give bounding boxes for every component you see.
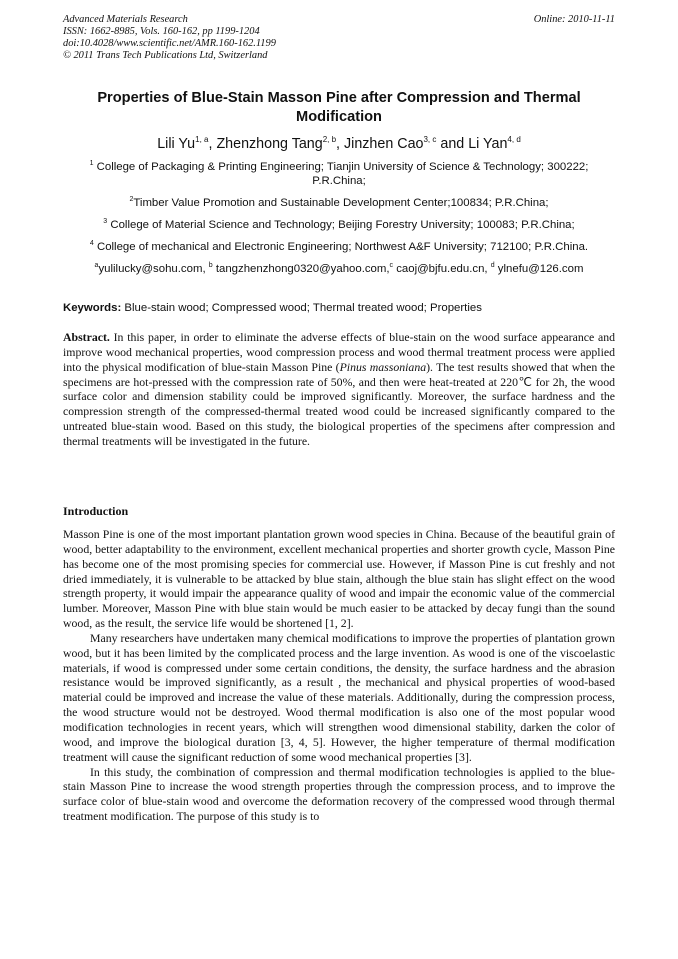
introduction-body	[63, 527, 615, 824]
email-list	[63, 259, 615, 276]
section-heading: Introduction	[63, 504, 129, 518]
email-mark: d	[490, 261, 495, 269]
affiliation-number: 4	[89, 239, 94, 247]
affiliation-number: 3	[103, 218, 108, 226]
author-affil-mark: 3, c	[423, 135, 437, 144]
author-separator: ,	[336, 135, 344, 152]
intro-paragraph-3: In this study, the combination of compression and thermal modification technologies is applied to the blue-stain Masson Pine to increase the wood strength properties through the compression process, and to improve the surface color of blue-stain wood and overcome the deformation recovery of the compressed wood through thermal treatment modification. The purpose of this study is to	[63, 764, 615, 824]
abstract-text-cont: ). The test results showed that when the specimens are hot-pressed with the compression rate of 50%, and then were heat-treated at 220℃ for 2h, the wood surface color and dimension stability could be improved significantly. Moreover, the surface hardness and the compression strength of the compressed-thermal treated wood could be increased significantly compared to the untreated blue-stain wood. Based on this study, the biological properties of the specimens after compression and thermal treatments will be investigated in the future.	[63, 359, 615, 448]
affiliation-text-cont: P.R.China;	[312, 175, 366, 188]
affiliation-text: Timber Value Promotion and Sustainable Development Center;100834; P.R.China;	[133, 197, 549, 210]
intro-paragraph-2: Many researchers have undertaken many chemical modifications to improve the properties of plantation grown wood, but it has been limited by the complicated process and the large invention. As wood is one of the viscoelastic materials, if wood is compressed under some certain conditions, the density, the surface hardness and the abrasion resistance would be improved significantly, as a result , the mechanical and physical properties of wood-based material could be improved and increase the value of these materials. Additionally, during the compression process, the wood structure would not be destroyed. Wood thermal modification is also one of the most popular wood modification technologies in recent years, which will strengthen wood dimensional stability, darken the color of wood, and improve the biological duration [3, 4, 5]. However, the higher temperature of thermal modification treatment will cause the significant reduction of some wood mechanical properties [3].	[63, 630, 615, 764]
abstract	[63, 330, 615, 449]
affiliation-4	[63, 237, 615, 254]
online-date: Online: 2010-11-11	[533, 14, 615, 25]
keywords-text: Blue-stain wood; Compressed wood; Thermal treated wood; Properties	[121, 302, 482, 314]
affiliation-text: College of Material Science and Technology; Beijing Forestry University; 100083; P.R.China;	[110, 218, 575, 231]
email-address: caoj@bjfu.edu.cn,	[393, 262, 491, 275]
email-mark: b	[208, 261, 213, 269]
affiliation-3	[63, 215, 615, 232]
affiliation-number: 2	[129, 196, 134, 204]
affiliation-2	[63, 193, 615, 210]
running-header	[63, 14, 615, 62]
copyright-line: © 2011 Trans Tech Publications Ltd, Switzerland	[63, 50, 268, 61]
author-and: and	[436, 135, 469, 152]
author-separator: ,	[208, 135, 217, 152]
abstract-paragraph	[63, 330, 615, 449]
author-list	[63, 131, 615, 153]
email-mark: c	[389, 261, 394, 269]
author-name: Li Yan	[468, 135, 508, 152]
affiliation-1	[63, 157, 615, 189]
species-name: Pinus massoniana	[339, 359, 427, 374]
keywords	[63, 301, 615, 315]
affiliation-text: College of mechanical and Electronic Engineering; Northwest A&F University; 712100; P.R.China.	[96, 240, 589, 253]
doi-line: doi:10.4028/www.scientific.net/AMR.160-162.1199	[63, 38, 276, 49]
title-line-2: Modification	[296, 109, 382, 125]
author-name: Lili Yu	[157, 135, 196, 152]
author-affil-mark: 1, a	[195, 135, 209, 144]
author-affil-mark: 2, b	[322, 135, 337, 144]
paper-title	[63, 89, 615, 127]
affiliation-text: College of Packaging & Printing Engineering; Tianjin University of Science & Technology; 300222;	[96, 160, 589, 173]
journal-name: Advanced Materials Research	[63, 14, 188, 25]
email-address: tangzhenzhong0320@yahoo.com,	[212, 262, 390, 275]
keywords-label: Keywords:	[63, 302, 122, 314]
issn-line: ISSN: 1662-8985, Vols. 160-162, pp 1199-1204	[63, 26, 260, 37]
author-name: Zhenzhong Tang	[216, 135, 323, 152]
intro-paragraph-1: Masson Pine is one of the most important plantation grown wood species in China. Because of the beautiful grain of wood, better adaptability to the environment, excellent mechanical properties and shorter growth cycle, Masson Pine has become one of the most promising species for commercial use. However, if Masson Pine is cut freshly and not dried immediately, it is vulnerable to be attacked by blue stain, although the blue stain has slight effect on the wood strength property, it would impair the appearance quality of wood and impair the economic value of the commercial lumber. Moreover, Masson Pine with blue stain would be much easier to be attacked by decay fungi than the sound wood, as the result, the service life would be shortened [1, 2].	[63, 527, 615, 631]
email-mark: a	[94, 261, 99, 269]
abstract-label: Abstract.	[63, 330, 110, 344]
affiliation-number: 1	[89, 160, 94, 167]
email-address: yulilucky@sohu.com,	[98, 262, 209, 275]
title-line-1: Properties of Blue-Stain Masson Pine after Compression and Thermal	[97, 90, 581, 106]
author-affil-mark: 4, d	[507, 135, 521, 144]
email-address: ylnefu@126.com	[494, 262, 584, 275]
abstract-text: In this paper, in order to eliminate the adverse effects of blue-stain on the wood surface appearance and improve wood mechanical properties, wood compression process and wood thermal treatment process were applied into the physical modification of blue-stain Masson Pine (	[63, 330, 615, 374]
author-name: Jinzhen Cao	[344, 135, 424, 152]
affiliations	[63, 157, 615, 280]
